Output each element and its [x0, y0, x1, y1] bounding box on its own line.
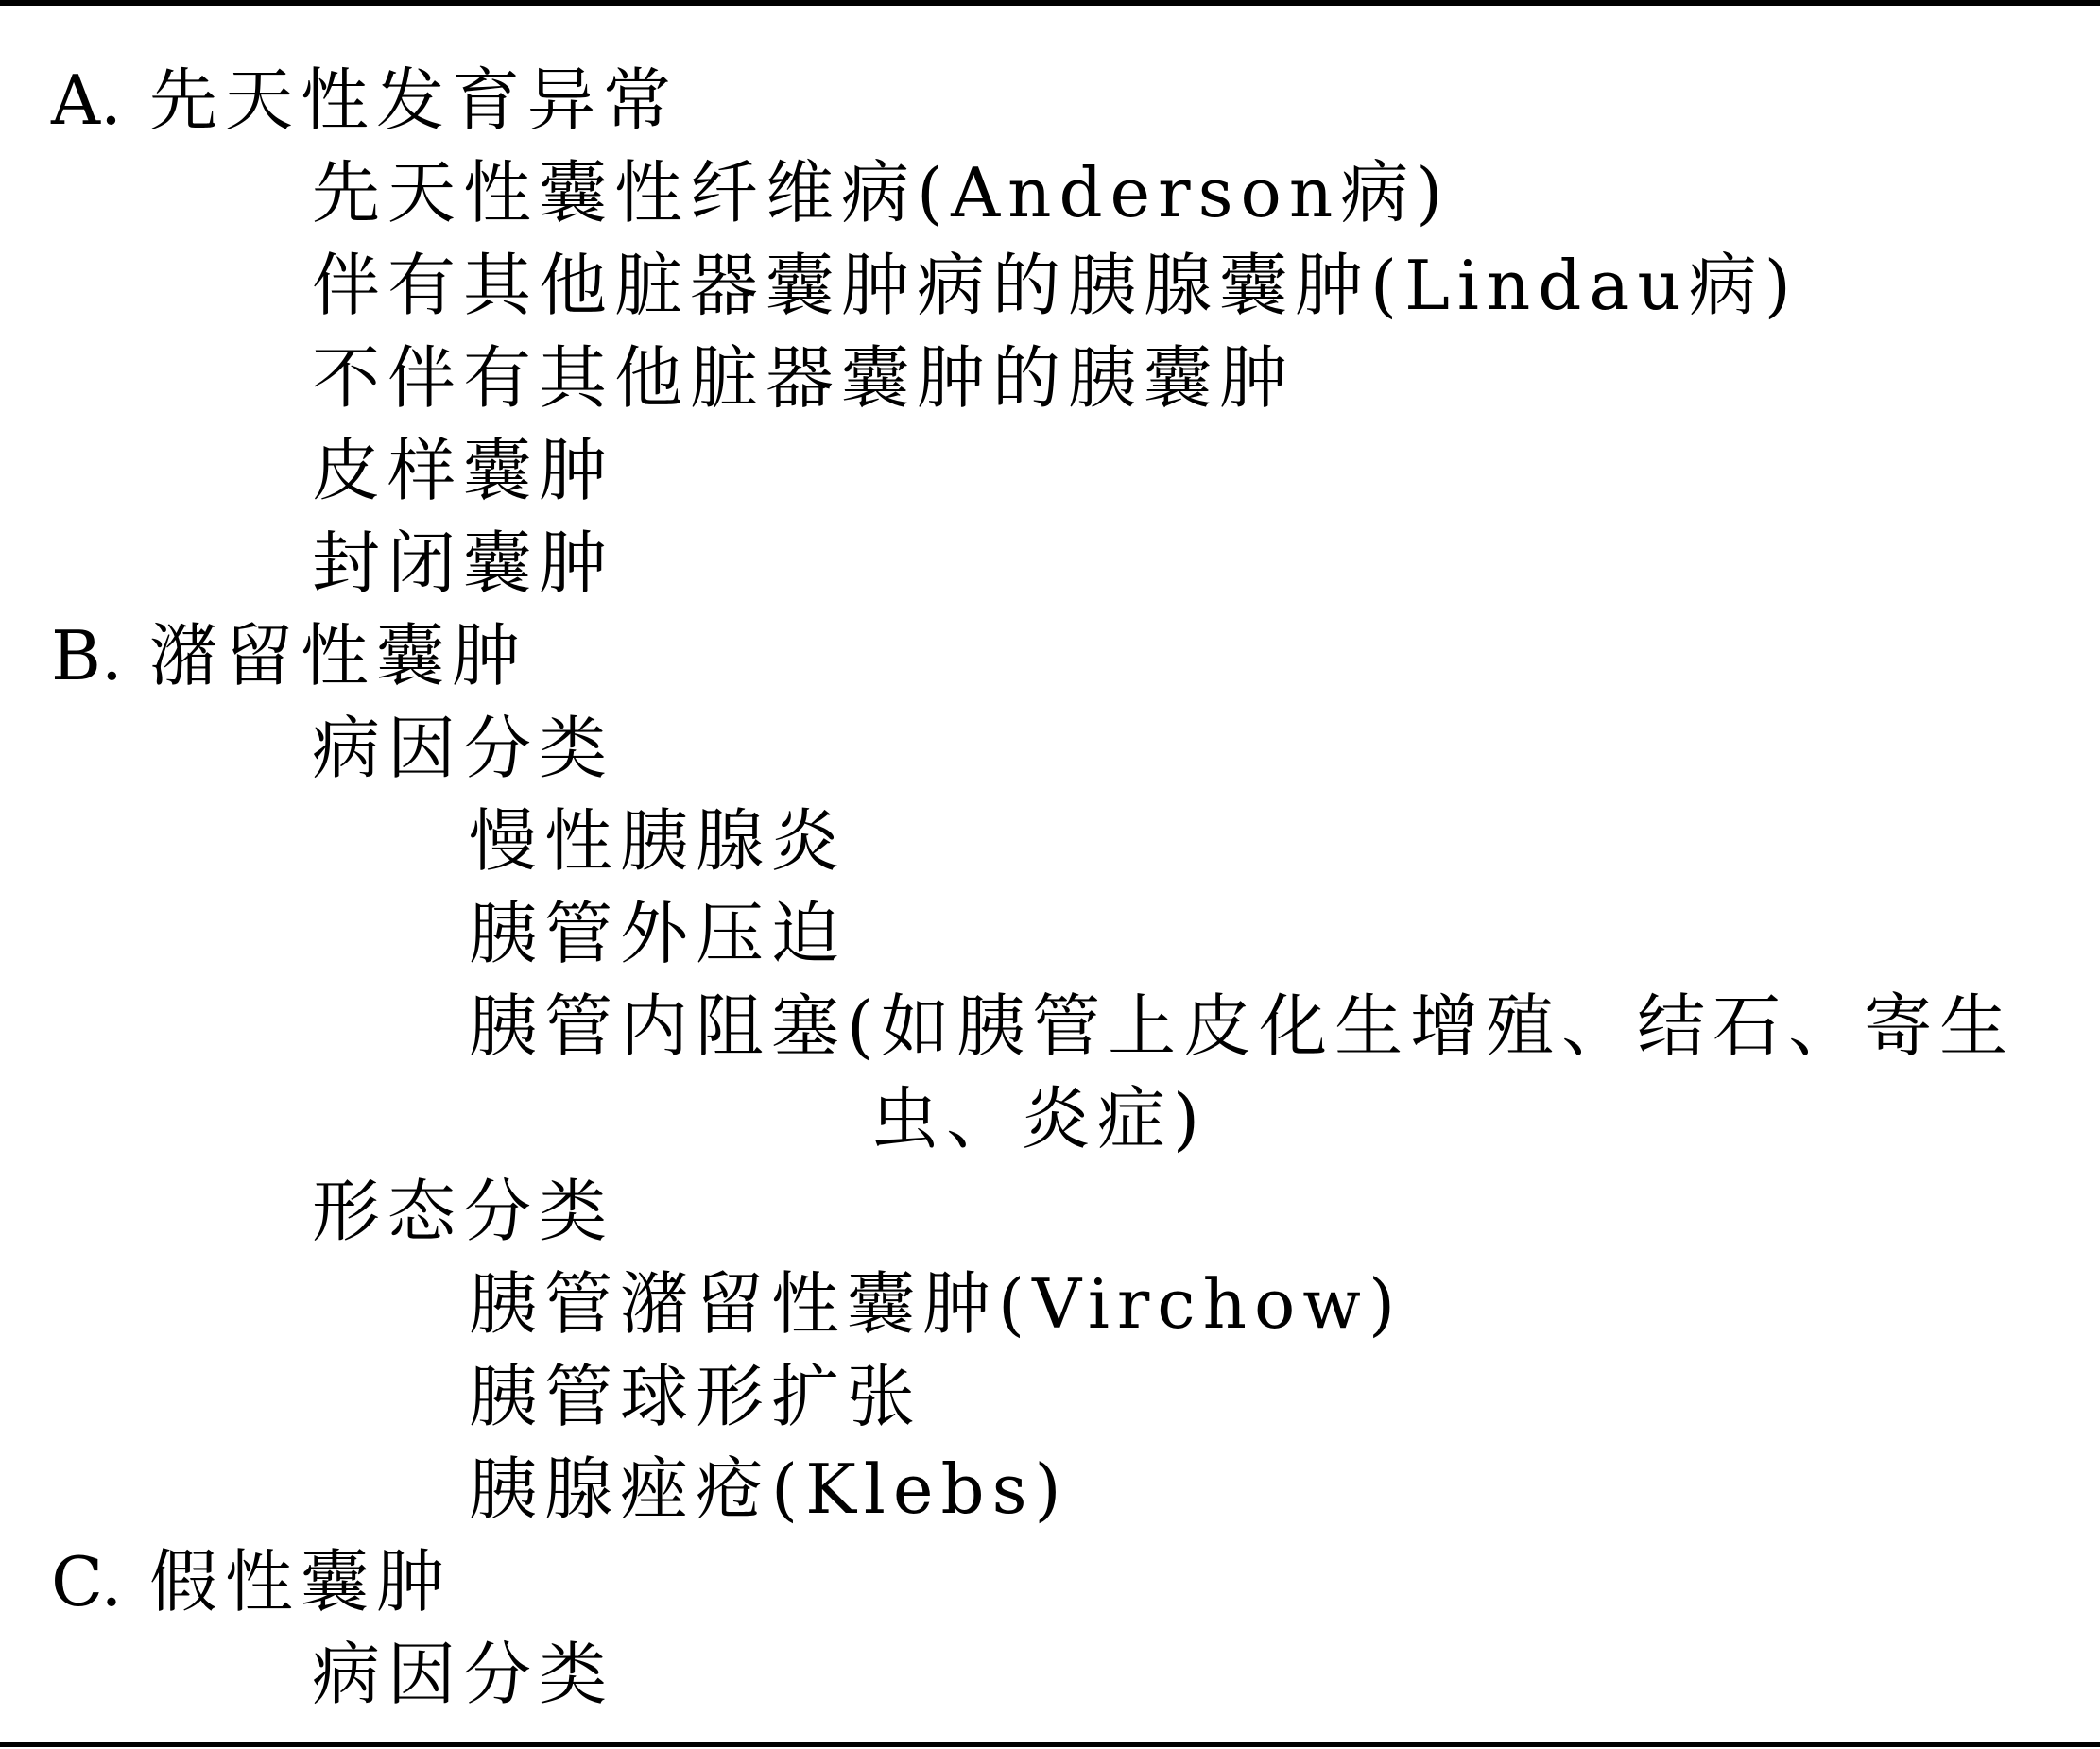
section-c-title: 假性囊肿: [149, 1542, 453, 1621]
list-item-note: (如胰管上皮化生增殖、结石、寄生: [847, 986, 2016, 1066]
top-rule: [0, 0, 2100, 6]
section-c-heading: [0, 1535, 2100, 1628]
section-b-title: 潴留性囊肿: [149, 616, 528, 695]
classification-outline: [0, 54, 2100, 1721]
list-item-text: 胰管内阻塞: [469, 986, 848, 1066]
group-heading-etiology: 病因分类: [312, 709, 615, 788]
list-item: 不伴有其他脏器囊肿的胰囊肿: [312, 338, 1296, 418]
list-item: 伴有其他脏器囊肿病的胰腺囊肿(Lindau病): [312, 246, 1799, 325]
list-item: 胰管球形扩张: [469, 1357, 923, 1436]
section-a-title: 先天性发育异常: [149, 60, 680, 140]
list-item: 胰管潴留性囊肿(Virchow): [469, 1264, 1403, 1344]
list-item: 先天性囊性纤维病(Anderson病): [312, 153, 1451, 232]
group-heading-etiology: 病因分类: [312, 1635, 615, 1714]
list-item: 慢性胰腺炎: [469, 801, 848, 881]
group-heading-morphology: 形态分类: [312, 1172, 615, 1251]
bottom-rule: [0, 1742, 2100, 1747]
list-item-note-continuation: 虫、炎症): [870, 1079, 1208, 1158]
list-item: 胰管外压迫: [469, 894, 848, 973]
list-item: [0, 980, 2100, 1072]
section-a-marker: A.: [51, 60, 122, 140]
section-b-heading: [0, 609, 2100, 702]
section-a-heading: [0, 54, 2100, 146]
list-item: 胰腺痤疮(Klebs): [469, 1449, 1069, 1529]
list-item: 皮样囊肿: [312, 431, 615, 510]
section-c-marker: C.: [51, 1542, 123, 1621]
list-item: 封闭囊肿: [312, 523, 615, 603]
section-b-marker: B.: [51, 616, 123, 695]
